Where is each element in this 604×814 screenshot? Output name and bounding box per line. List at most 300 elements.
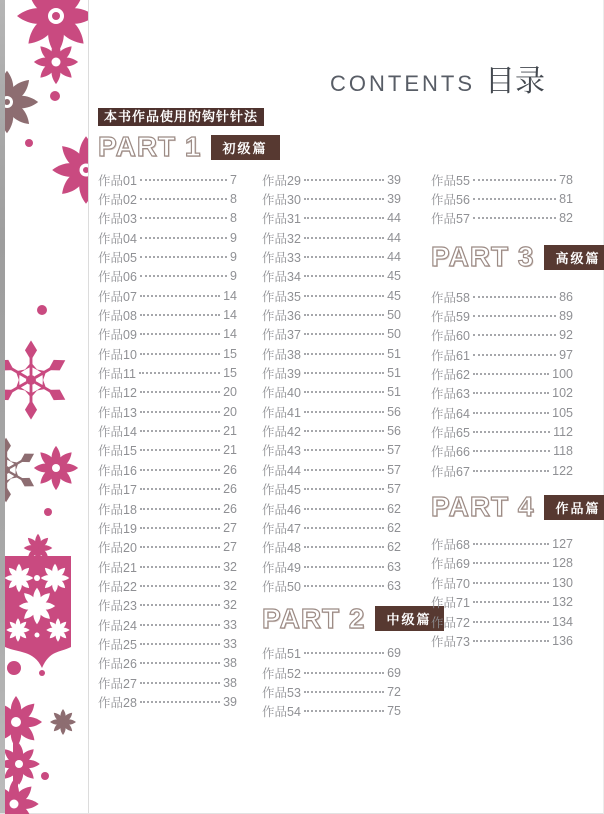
toc-entry	[98, 615, 237, 634]
toc-entry-page-number: 32	[223, 598, 237, 613]
toc-entry	[98, 421, 237, 440]
toc-entry-label: 作品22	[98, 579, 137, 594]
toc-entry	[98, 228, 237, 247]
toc-entry	[98, 576, 237, 595]
part-heading	[431, 241, 601, 273]
dotted-leader	[473, 470, 549, 472]
dot-icon	[37, 305, 47, 315]
toc-entry-page-number: 26	[223, 501, 237, 516]
toc-entry	[431, 170, 573, 189]
toc-entry-label: 作品33	[262, 251, 301, 266]
dot-icon	[41, 772, 49, 780]
toc-entry	[98, 209, 237, 228]
toc-entry-page-number: 75	[387, 704, 401, 719]
toc-entry-page-number: 62	[387, 501, 401, 516]
toc-entry-page-number: 136	[552, 633, 573, 648]
dotted-leader	[140, 275, 227, 277]
dotted-leader	[304, 372, 384, 374]
toc-entry	[262, 702, 401, 721]
toc-entry-label: 作品12	[98, 386, 137, 401]
dotted-leader	[140, 527, 220, 529]
toc-entry	[98, 325, 237, 344]
toc-entry-label: 作品73	[431, 634, 470, 649]
toc-column	[431, 106, 601, 651]
toc-entry-page-number: 132	[552, 595, 573, 610]
dotted-leader	[473, 198, 556, 200]
dotted-leader	[473, 315, 556, 317]
toc-entry	[262, 644, 401, 663]
toc-entry-page-number: 118	[553, 444, 573, 459]
dotted-leader	[304, 217, 384, 219]
toc-entry-label: 作品57	[431, 212, 470, 227]
toc-entry-label: 作品50	[262, 579, 301, 594]
toc-entry-label: 作品38	[262, 347, 301, 362]
toc-entry-page-number: 57	[387, 482, 401, 497]
toc-entry	[262, 209, 401, 228]
dotted-leader	[304, 411, 384, 413]
dotted-leader	[140, 449, 220, 451]
toc-entry	[431, 287, 573, 306]
toc-entry-label: 作品16	[98, 463, 137, 478]
toc-entry	[98, 363, 237, 382]
decorative-border-strip	[5, 0, 89, 813]
toc-entry-list	[98, 170, 237, 712]
dotted-leader	[304, 449, 384, 451]
toc-entry	[262, 421, 401, 440]
toc-entry	[431, 209, 573, 228]
dotted-leader	[140, 198, 227, 200]
toc-entry	[262, 325, 401, 344]
dotted-leader	[140, 353, 220, 355]
dotted-leader	[140, 643, 220, 645]
toc-column	[262, 106, 432, 721]
dotted-leader	[473, 450, 550, 452]
dotted-leader	[304, 237, 384, 239]
toc-entry	[98, 267, 237, 286]
toc-entry	[431, 384, 573, 403]
toc-entry	[431, 442, 573, 461]
toc-entry-label: 作品43	[262, 444, 301, 459]
toc-entry-label: 作品40	[262, 386, 301, 401]
dotted-leader	[140, 546, 220, 548]
toc-entry-page-number: 130	[552, 575, 573, 590]
toc-entry-label: 作品49	[262, 560, 301, 575]
toc-column	[98, 106, 268, 712]
dotted-leader	[473, 217, 556, 219]
toc-entry-page-number: 44	[387, 230, 401, 245]
toc-entry-page-number: 33	[223, 617, 237, 632]
part-name: PART 4	[431, 491, 535, 523]
toc-entry	[431, 422, 573, 441]
toc-entry	[98, 557, 237, 576]
toc-entry-page-number: 122	[552, 463, 573, 478]
toc-entry-label: 作品13	[98, 405, 137, 420]
toc-entry	[262, 499, 401, 518]
toc-entry-label: 作品01	[98, 173, 137, 188]
dotted-leader	[473, 543, 549, 545]
toc-entry-label: 作品59	[431, 310, 470, 325]
decorative-pattern-graphic	[5, 0, 88, 814]
toc-entry	[98, 305, 237, 324]
toc-entry	[262, 402, 401, 421]
toc-entry-page-number: 63	[387, 559, 401, 574]
toc-entry	[262, 344, 401, 363]
toc-entry	[431, 326, 573, 345]
toc-entry-label: 作品19	[98, 521, 137, 536]
toc-entry-page-number: 14	[223, 327, 237, 342]
toc-entry-page-number: 81	[559, 192, 573, 207]
dotted-leader	[140, 469, 220, 471]
damask-rosette-icon	[34, 446, 78, 490]
dotted-leader	[140, 662, 220, 664]
toc-entry-label: 作品55	[431, 173, 470, 188]
toc-entry-label: 作品66	[431, 445, 470, 460]
part-name: PART 2	[262, 602, 366, 634]
toc-entry-label: 作品68	[431, 538, 470, 553]
toc-entry-page-number: 20	[223, 385, 237, 400]
toc-entry-label: 作品67	[431, 464, 470, 479]
dotted-leader	[304, 198, 384, 200]
toc-entry-label: 作品64	[431, 406, 470, 421]
toc-entry	[262, 363, 401, 382]
toc-entry-page-number: 134	[552, 614, 573, 629]
toc-entry-label: 作品41	[262, 405, 301, 420]
dotted-leader	[140, 430, 220, 432]
toc-entry	[431, 534, 573, 553]
dotted-leader	[473, 431, 550, 433]
dotted-leader	[140, 217, 227, 219]
dotted-leader	[140, 508, 220, 510]
toc-entry-page-number: 100	[552, 367, 573, 382]
toc-entry-list	[431, 534, 573, 650]
toc-entry-label: 作品24	[98, 618, 137, 633]
dotted-leader	[304, 275, 384, 277]
toc-entry-page-number: 33	[223, 636, 237, 651]
toc-entry-page-number: 105	[552, 405, 573, 420]
part-heading	[98, 131, 268, 162]
dotted-leader	[304, 566, 384, 568]
toc-entry-label: 作品05	[98, 251, 137, 266]
toc-entry-label: 作品29	[262, 173, 301, 188]
dotted-leader	[304, 672, 384, 674]
toc-entry-page-number: 57	[387, 462, 401, 477]
toc-entry	[431, 364, 573, 383]
damask-rosette-icon	[50, 709, 76, 735]
toc-entry-page-number: 32	[223, 578, 237, 593]
toc-entry	[431, 573, 573, 592]
toc-entry	[262, 170, 401, 189]
toc-entry	[98, 654, 237, 673]
toc-entry	[98, 518, 237, 537]
toc-entry-label: 作品51	[262, 647, 301, 662]
toc-entry-label: 作品61	[431, 348, 470, 363]
dotted-leader	[304, 469, 384, 471]
toc-entry-label: 作品17	[98, 483, 137, 498]
toc-entry-page-number: 45	[387, 269, 401, 284]
toc-entry-page-number: 15	[223, 346, 237, 361]
dotted-leader	[140, 179, 227, 181]
toc-entry	[262, 480, 401, 499]
toc-entry-page-number: 21	[223, 424, 237, 439]
toc-columns	[98, 106, 601, 721]
toc-entry-page-number: 51	[387, 385, 401, 400]
toc-entry-page-number: 20	[223, 404, 237, 419]
toc-entry-label: 作品15	[98, 444, 137, 459]
dotted-leader	[473, 354, 556, 356]
dotted-leader	[140, 256, 227, 258]
dotted-leader	[140, 391, 220, 393]
toc-entry-label: 作品71	[431, 596, 470, 611]
toc-entry-page-number: 69	[387, 665, 401, 680]
toc-entry-page-number: 82	[559, 211, 573, 226]
dotted-leader	[304, 488, 384, 490]
page-title	[330, 56, 545, 100]
dotted-leader	[473, 412, 549, 414]
toc-entry-page-number: 8	[230, 211, 237, 226]
toc-entry	[98, 286, 237, 305]
dotted-leader	[140, 624, 220, 626]
contents-title-zh: 目录	[485, 65, 545, 98]
toc-entry-label: 作品47	[262, 521, 301, 536]
toc-entry-page-number: 38	[223, 675, 237, 690]
toc-entry-label: 作品36	[262, 309, 301, 324]
toc-entry-page-number: 14	[223, 308, 237, 323]
part-level-badge: 初级篇	[211, 135, 280, 160]
toc-entry	[98, 596, 237, 615]
toc-entry-label: 作品28	[98, 695, 137, 710]
dotted-leader	[473, 640, 549, 642]
toc-entry	[431, 306, 573, 325]
dotted-leader	[304, 527, 384, 529]
toc-entry	[262, 305, 401, 324]
dotted-leader	[140, 585, 220, 587]
toc-entry-page-number: 51	[387, 346, 401, 361]
toc-entry-page-number: 26	[223, 462, 237, 477]
toc-entry-label: 作品21	[98, 560, 137, 575]
toc-entry-label: 作品31	[262, 212, 301, 227]
damask-rosette-icon	[5, 71, 38, 133]
dotted-leader	[140, 488, 220, 490]
toc-entry-label: 作品72	[431, 615, 470, 630]
part-level-badge: 作品篇	[544, 495, 604, 520]
toc-entry-label: 作品23	[98, 599, 137, 614]
damask-rosette-icon	[17, 0, 88, 84]
toc-entry-page-number: 9	[230, 250, 237, 265]
snowflake-icon	[5, 438, 37, 503]
toc-entry-page-number: 21	[223, 443, 237, 458]
toc-entry-page-number: 27	[223, 540, 237, 555]
part-level-badge: 中级篇	[375, 606, 444, 631]
dotted-leader	[140, 566, 220, 568]
toc-entry	[98, 402, 237, 421]
part-heading	[431, 491, 601, 523]
toc-entry-page-number: 56	[387, 424, 401, 439]
toc-entry-page-number: 97	[559, 347, 573, 362]
toc-entry	[98, 499, 237, 518]
toc-entry-label: 作品14	[98, 425, 137, 440]
lace-column-ornament	[5, 696, 42, 814]
dotted-leader	[304, 333, 384, 335]
toc-entry-label: 作品02	[98, 193, 137, 208]
toc-entry-page-number: 9	[230, 230, 237, 245]
dot-icon	[44, 508, 52, 516]
toc-entry	[262, 247, 401, 266]
toc-entry	[431, 554, 573, 573]
toc-entry-page-number: 69	[387, 646, 401, 661]
toc-entry-label: 作品42	[262, 425, 301, 440]
dotted-leader	[304, 391, 384, 393]
toc-entry-page-number: 38	[223, 656, 237, 671]
dotted-leader	[304, 353, 384, 355]
dotted-leader	[304, 508, 384, 510]
toc-entry-label: 作品63	[431, 387, 470, 402]
toc-entry	[431, 612, 573, 631]
dotted-leader	[304, 256, 384, 258]
toc-entry-label: 作品30	[262, 193, 301, 208]
toc-entry	[431, 403, 573, 422]
toc-entry	[98, 344, 237, 363]
toc-entry-page-number: 86	[559, 289, 573, 304]
part-name: PART 1	[98, 131, 202, 162]
toc-entry-page-number: 26	[223, 482, 237, 497]
toc-entry-label: 作品07	[98, 289, 137, 304]
toc-entry	[262, 682, 401, 701]
toc-entry-label: 作品04	[98, 231, 137, 246]
toc-entry-page-number: 15	[223, 366, 237, 381]
toc-entry-page-number: 63	[387, 578, 401, 593]
toc-entry	[262, 441, 401, 460]
toc-entry-label: 作品46	[262, 502, 301, 517]
toc-entry-label: 作品27	[98, 676, 137, 691]
dotted-leader	[473, 373, 549, 375]
dotted-leader	[140, 604, 220, 606]
dotted-leader	[304, 691, 384, 693]
toc-entry-label: 作品69	[431, 557, 470, 572]
toc-entry	[98, 247, 237, 266]
toc-entry-label: 作品48	[262, 541, 301, 556]
toc-entry-label: 作品52	[262, 666, 301, 681]
dotted-leader	[473, 296, 556, 298]
dotted-leader	[473, 582, 549, 584]
toc-entry-page-number: 7	[230, 172, 237, 187]
dotted-leader	[473, 601, 549, 603]
toc-entry-page-number: 89	[559, 309, 573, 324]
toc-entry-label: 作品62	[431, 368, 470, 383]
toc-entry-page-number: 102	[552, 386, 573, 401]
contents-title-en: CONTENTS	[330, 71, 475, 96]
toc-entry	[262, 383, 401, 402]
toc-entry-label: 作品58	[431, 290, 470, 305]
toc-entry	[431, 461, 573, 480]
toc-entry-label: 作品32	[262, 231, 301, 246]
toc-entry	[98, 538, 237, 557]
toc-entry	[262, 576, 401, 595]
dotted-leader	[473, 562, 549, 564]
toc-entry-page-number: 44	[387, 211, 401, 226]
toc-entry	[431, 593, 573, 612]
part-heading	[262, 602, 432, 634]
toc-entry-page-number: 44	[387, 250, 401, 265]
toc-entry-page-number: 62	[387, 520, 401, 535]
toc-entry-page-number: 112	[553, 425, 573, 440]
dotted-leader	[140, 295, 220, 297]
toc-entry	[262, 189, 401, 208]
toc-entry-page-number: 62	[387, 540, 401, 555]
toc-entry	[98, 480, 237, 499]
toc-entry	[262, 557, 401, 576]
dotted-leader	[304, 179, 384, 181]
dotted-leader	[140, 682, 220, 684]
toc-entry	[262, 228, 401, 247]
toc-entry	[262, 267, 401, 286]
toc-entry-page-number: 9	[230, 269, 237, 284]
dotted-leader	[140, 314, 220, 316]
dotted-leader	[473, 334, 556, 336]
dotted-leader	[473, 621, 549, 623]
toc-entry	[431, 631, 573, 650]
toc-entry-label: 作品18	[98, 502, 137, 517]
toc-entry-page-number: 32	[223, 559, 237, 574]
toc-entry-label: 作品34	[262, 270, 301, 285]
toc-entry-label: 作品53	[262, 685, 301, 700]
toc-entry	[431, 189, 573, 208]
toc-entry-label: 作品20	[98, 541, 137, 556]
toc-entry	[262, 460, 401, 479]
toc-entry	[98, 692, 237, 711]
toc-entry-page-number: 127	[552, 537, 573, 552]
dotted-leader	[304, 585, 384, 587]
dot-icon	[25, 139, 33, 147]
toc-entry	[262, 663, 401, 682]
dotted-leader	[140, 411, 220, 413]
dot-icon	[50, 91, 60, 101]
toc-entry-label: 作品35	[262, 289, 301, 304]
toc-entry-page-number: 92	[559, 328, 573, 343]
toc-entry-label: 作品70	[431, 576, 470, 591]
dotted-leader	[304, 652, 384, 654]
toc-entry	[262, 518, 401, 537]
dotted-leader	[140, 701, 220, 703]
toc-entry	[98, 189, 237, 208]
toc-entry-page-number: 57	[387, 443, 401, 458]
dotted-leader	[139, 372, 220, 374]
part-level-badge: 高级篇	[544, 245, 604, 270]
toc-entry-label: 作品06	[98, 270, 137, 285]
toc-entry-list	[262, 170, 401, 596]
toc-entry-label: 作品56	[431, 193, 470, 208]
toc-entry-page-number: 56	[387, 404, 401, 419]
part-name: PART 3	[431, 241, 535, 273]
dotted-leader	[304, 710, 384, 712]
toc-entry-page-number: 14	[223, 288, 237, 303]
toc-entry	[98, 673, 237, 692]
dotted-leader	[304, 295, 384, 297]
dotted-leader	[140, 333, 220, 335]
dotted-leader	[140, 237, 227, 239]
toc-entry-label: 作品39	[262, 367, 301, 382]
toc-entry	[262, 538, 401, 557]
toc-entry-page-number: 50	[387, 327, 401, 342]
snowflake-icon	[5, 340, 69, 419]
damask-rosette-icon	[52, 136, 88, 204]
toc-entry-label: 作品03	[98, 212, 137, 227]
toc-entry	[98, 634, 237, 653]
toc-entry-label: 作品37	[262, 328, 301, 343]
toc-entry-page-number: 45	[387, 288, 401, 303]
toc-entry-page-number: 72	[387, 684, 401, 699]
toc-entry	[98, 460, 237, 479]
toc-entry	[98, 383, 237, 402]
